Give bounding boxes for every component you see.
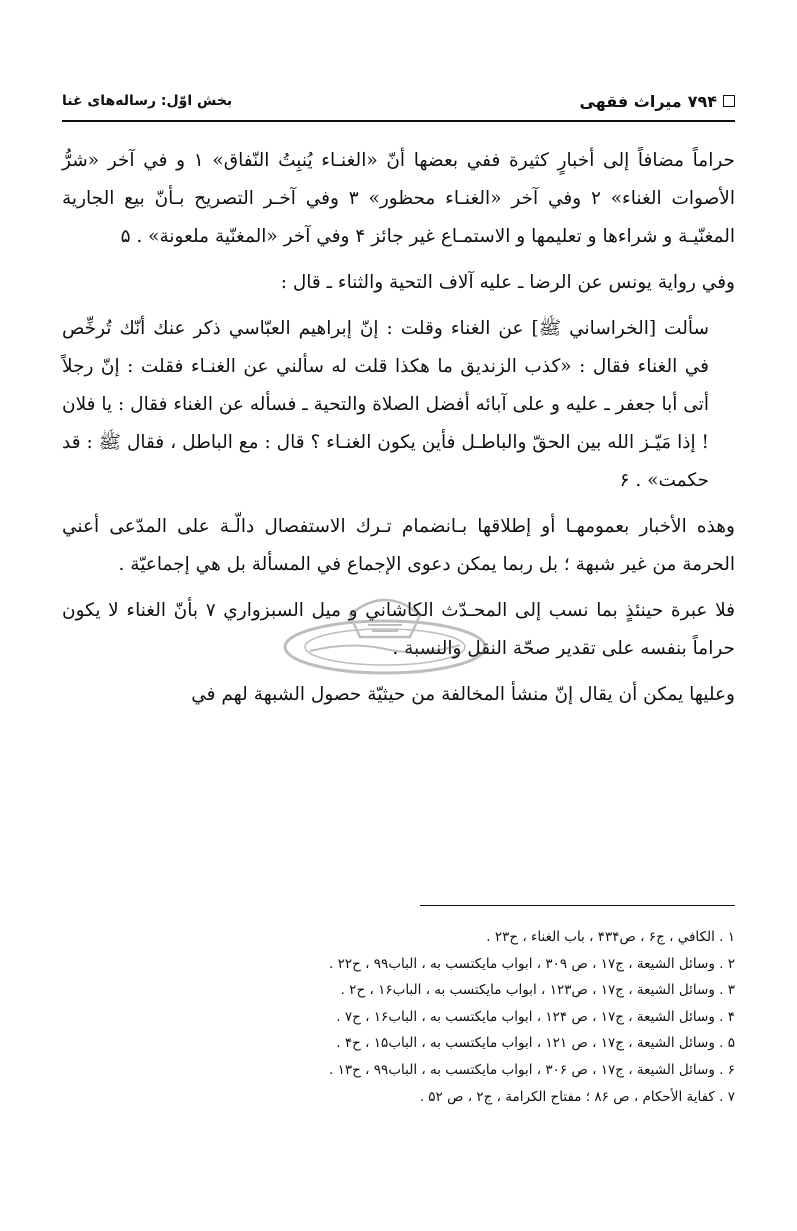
footnote: ۳ . وسائل الشيعة ، ج۱۷ ، ص۱۲۳ ، ابواب مایکتسب به ، الباب۱۶ ، ح۲ . bbox=[340, 982, 735, 999]
header-rule bbox=[62, 120, 735, 122]
footnotes bbox=[62, 924, 735, 1110]
footnote: ۶ . وسائل الشيعة ، ج۱۷ ، ص ۳۰۶ ، ابواب مایکتسب به ، الباب۹۹ ، ح۱۳ . bbox=[329, 1061, 735, 1078]
paragraph-6: وعليها يمكن أن يقال إنّ منشأ المخالفة من حيثيّة حصول الشبهة لهم في bbox=[191, 684, 735, 705]
hadith-quote: سألت [الخراساني ﷺ] عن الغناء وقلت : إنّ إبراهيم العبّاسي ذكر عنك أنّك تُرخِّص في الغناء فقال : «كذب الزنديق ما هكذا قلت له سألني عن الغنـاء فقلت : إنّ رجلاً أتى أبا جعفر ـ عليه و على آبائه أفضل الصلاة والتحية ـ فسأله عن الغناء فقال : يا فلان ! إذا مَيّـز الله بين الحقّ والباطـل فأين يكون الغنـاء ؟ قال : مع الباطل ، فقال ﷺ : قد حكمت» . ۶ bbox=[62, 318, 709, 491]
section-title: بخش اوّل: رساله‌های غنا bbox=[62, 93, 233, 109]
page-number-group bbox=[579, 92, 735, 111]
paragraph-4: وهذه الأخبار بعمومهـا أو إطلاقها بـانضمام تـرك الاستفصال دالّـة على المدّعى أعني الحرمة من غير شبهة ؛ بل ربما يمكن دعوى الإجماع في المسألة بل هي إجماعيّة . bbox=[62, 516, 735, 575]
footnote: ۴ . وسائل الشيعة ، ج۱۷ ، ص ۱۲۴ ، ابواب مایکتسب به ، الباب۱۶ ، ح۷ . bbox=[336, 1008, 735, 1025]
paragraph-5: فلا عبرة حينئذٍ بما نسب إلى المحـدّث الكاشاني و ميل السبزواري ۷ بأنّ الغناء لا يكون حراماً بنفسه على تقدير صحّة النقل والنسبة . bbox=[62, 600, 735, 659]
square-ornament-icon bbox=[723, 95, 735, 107]
footnote: ۲ . وسائل الشيعة ، ج۱۷ ، ص ۳۰۹ ، ابواب مایکتسب به ، الباب۹۹ ، ح۲۲ . bbox=[329, 955, 735, 972]
paragraph-1: حراماً مضافاً إلى أخبارٍ كثيرة ففي بعضها أنّ «الغنـاء يُنبِتُ النّفاق» ۱ و في آخر «شرُّ الأصوات الغناء» ۲ وفي آخر «الغنـاء محظور» ۳ وفي آخـر التصريح بـأنّ بيع الجارية المغنّيـة و شراءها و تعليمها و الاستمـاع غير جائز ۴ وفي آخر «المغنّية ملعونة» . ۵ bbox=[62, 150, 735, 247]
footnote: ۷ . كفاية الأحكام ، ص ۸۶ ؛ مفتاح الكرامة ، ج۲ ، ص ۵۲ . bbox=[419, 1088, 735, 1105]
page-number: ۷۹۴ bbox=[687, 91, 717, 111]
main-text bbox=[62, 142, 735, 714]
footnote: ۱ . الكافي ، ج۶ ، ص۴۳۴ ، باب الغناء ، ح۲۳ . bbox=[486, 929, 735, 945]
paragraph-2: وفي رواية يونس عن الرضا ـ عليه آلاف التحية والثناء ـ قال : bbox=[280, 272, 735, 293]
book-title: میراث فقهی bbox=[579, 91, 682, 111]
footnote-separator bbox=[420, 905, 735, 906]
running-header bbox=[62, 86, 735, 116]
footnote: ۵ . وسائل الشيعة ، ج۱۷ ، ص ۱۲۱ ، ابواب مایکتسب به ، الباب۱۵ ، ح۴ . bbox=[336, 1035, 735, 1052]
